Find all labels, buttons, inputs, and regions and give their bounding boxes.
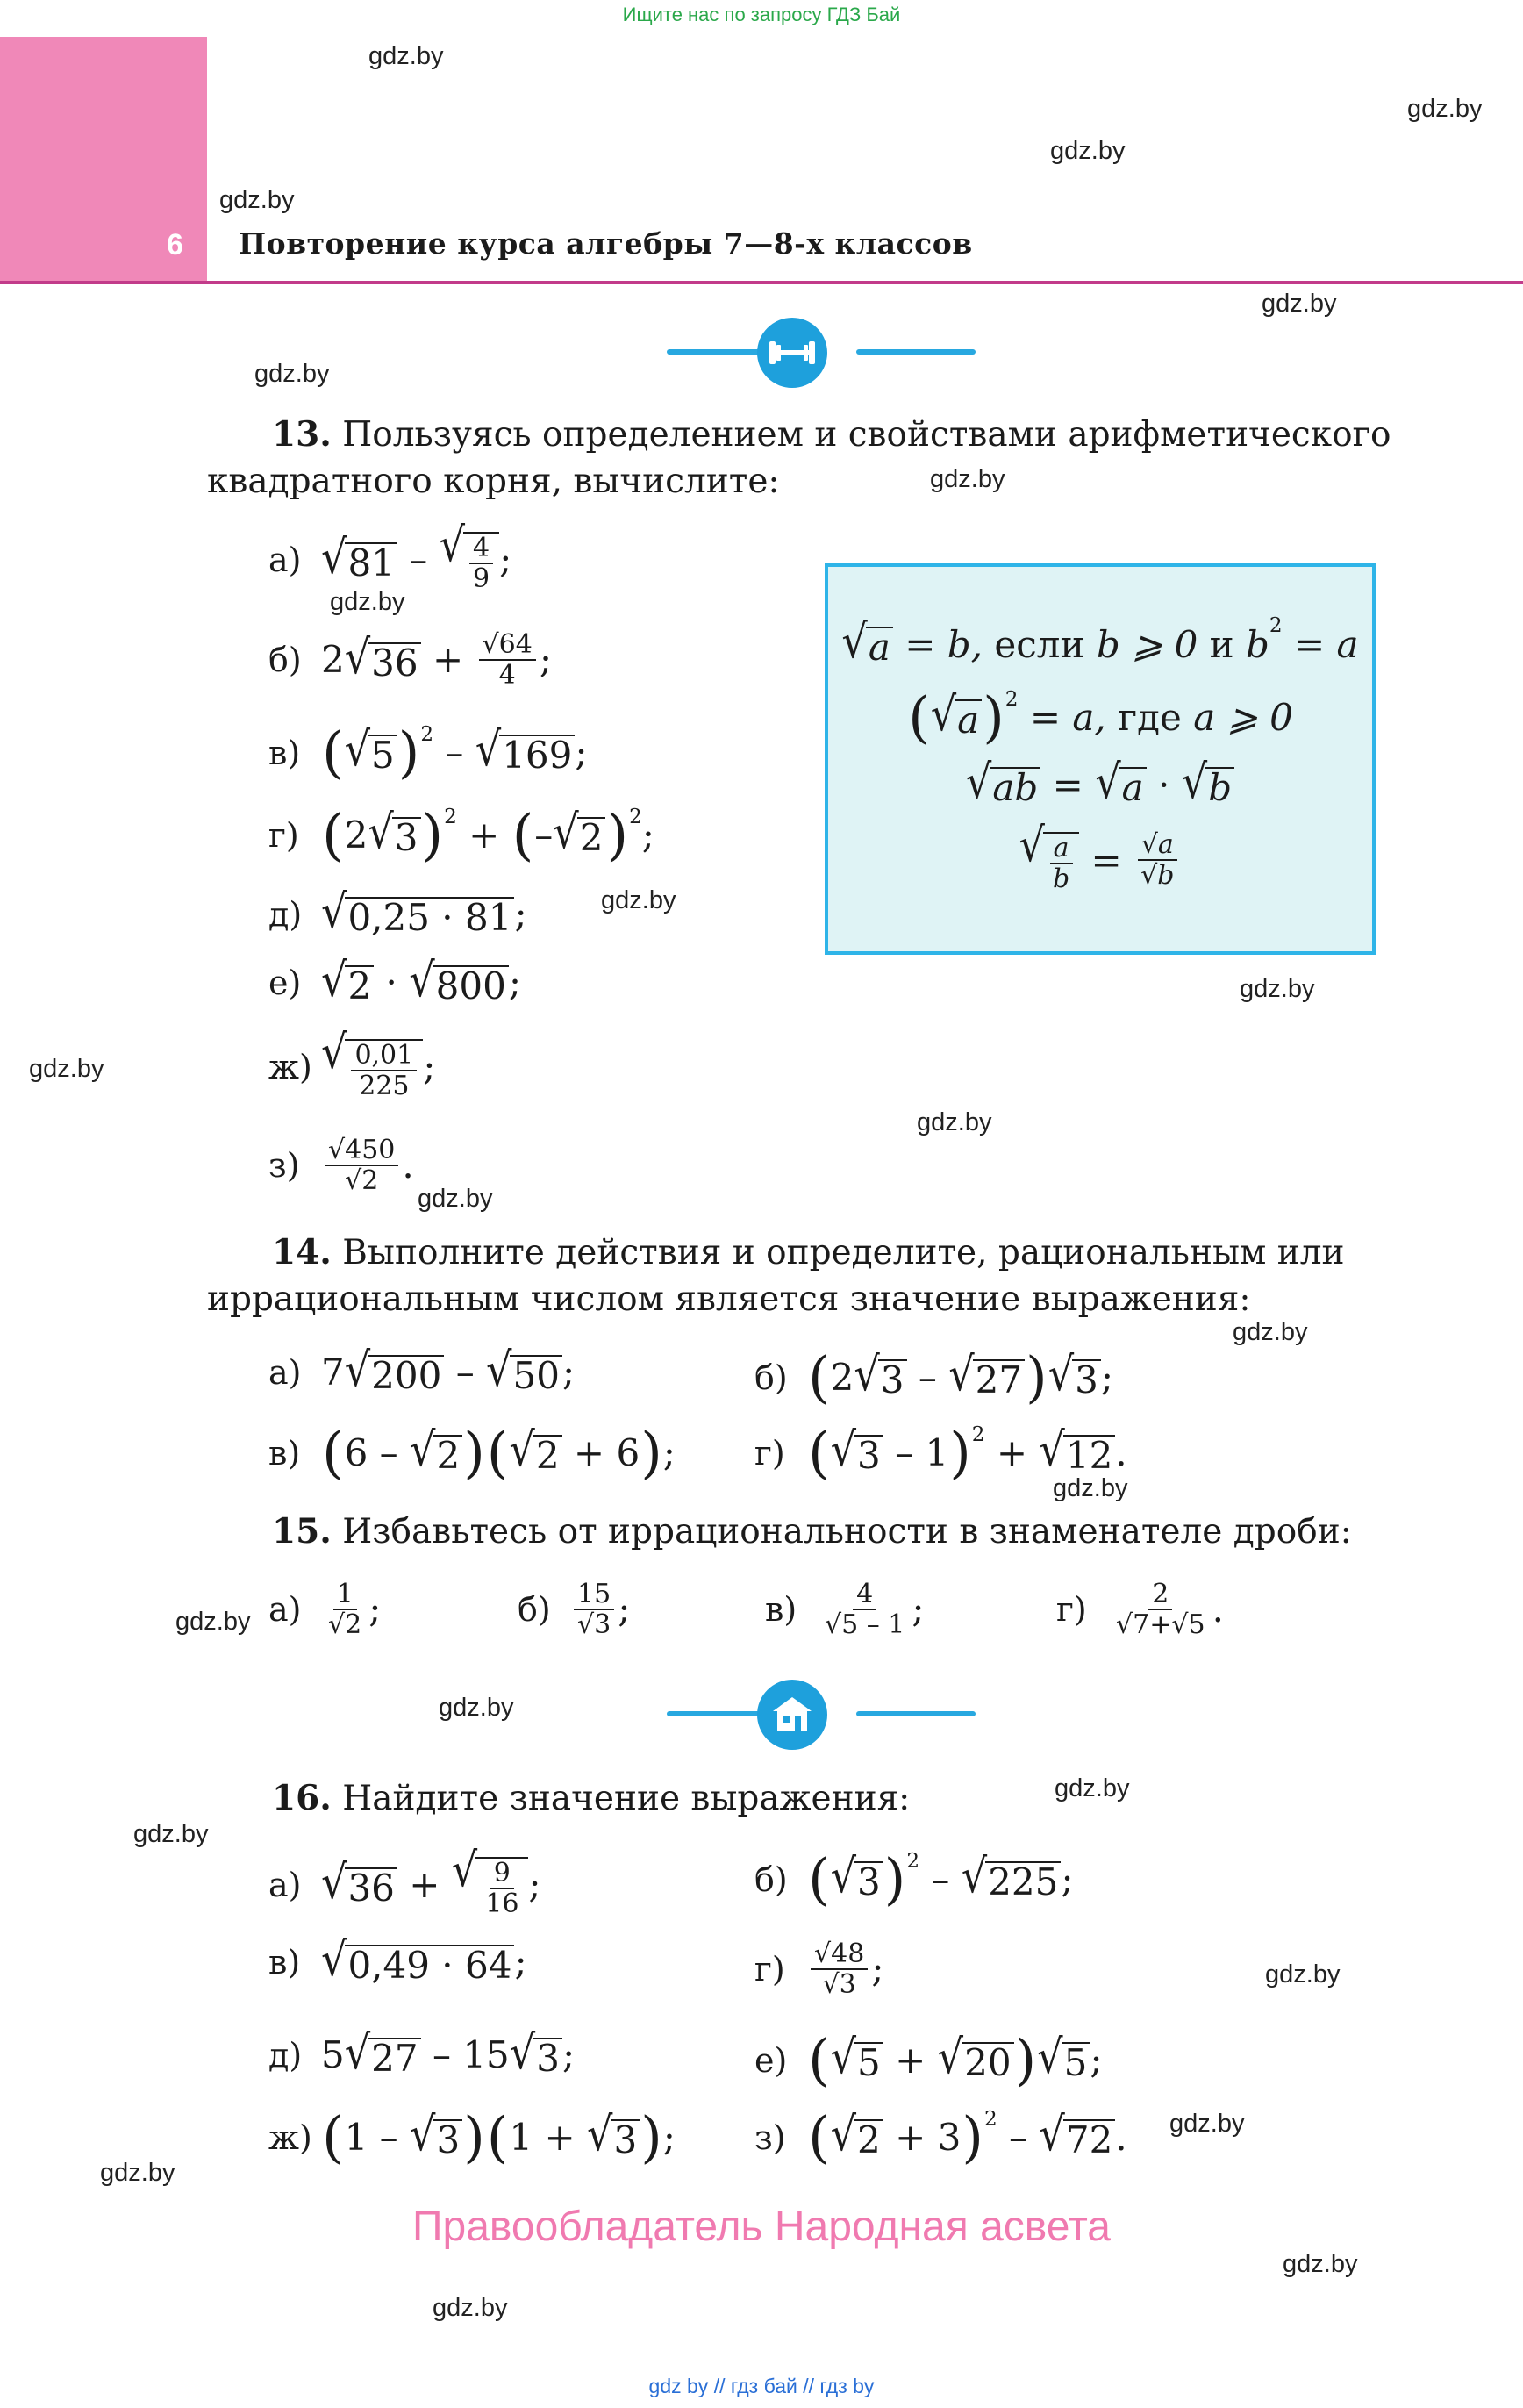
radicand: 2 bbox=[854, 2119, 883, 2160]
watermark: gdz.by bbox=[330, 588, 405, 616]
section-divider-right bbox=[856, 349, 976, 355]
watermark: gdz.by bbox=[1233, 1318, 1308, 1346]
radicand: 169 bbox=[499, 735, 575, 775]
item-label: е) bbox=[268, 964, 302, 1003]
punct: ; bbox=[561, 2033, 576, 2077]
rule-text: = bbox=[1090, 838, 1122, 882]
rule-text: · bbox=[1158, 763, 1170, 806]
rule-symbol: b bbox=[1205, 767, 1234, 807]
punct: . bbox=[1115, 1430, 1127, 1474]
running-header-title: Повторение курса алгебры 7—8-х классов bbox=[239, 226, 973, 261]
radicand: 36 bbox=[345, 1867, 397, 1908]
number: 1 bbox=[509, 2115, 533, 2159]
denominator: 3 bbox=[594, 1609, 611, 1640]
denominator: 5 bbox=[1188, 1609, 1205, 1640]
punct: ; bbox=[662, 1430, 676, 1474]
item-label: д) bbox=[268, 895, 303, 935]
radicand: 3 bbox=[433, 2119, 462, 2160]
item-label: а) bbox=[268, 1590, 302, 1629]
radicand: 2 bbox=[577, 817, 606, 857]
denominator: 7 bbox=[1133, 1609, 1150, 1640]
watermark: gdz.by bbox=[601, 886, 676, 914]
task-number: 13. bbox=[272, 414, 332, 455]
item-label: а) bbox=[268, 541, 302, 579]
item-label: в) bbox=[268, 1943, 301, 1982]
punct: ; bbox=[871, 1947, 884, 1990]
denominator: 5 bbox=[841, 1609, 859, 1640]
task-13-line2: квадратного корня, вычислите: bbox=[207, 462, 780, 501]
task-15-item-g: г) $\frac{2}{√7+√5}$ . bbox=[1056, 1579, 1224, 1640]
page-number: 6 bbox=[167, 228, 183, 262]
item-label: в) bbox=[268, 733, 301, 772]
rule-text: = bbox=[1052, 763, 1083, 806]
radicand: 3 bbox=[854, 1861, 883, 1902]
denominator: 3 bbox=[839, 1969, 856, 2000]
rule-text: a ⩾ 0 bbox=[1193, 696, 1293, 739]
exponent: 2 bbox=[1269, 614, 1283, 638]
task-14-line2: иррациональным числом является значение выражения: bbox=[207, 1279, 1251, 1319]
punct: ; bbox=[1090, 2038, 1103, 2082]
punct: ; bbox=[641, 813, 654, 856]
rule-symbol: b bbox=[1246, 622, 1269, 666]
task-number: 16. bbox=[272, 1778, 332, 1818]
radicand: 3 bbox=[533, 2038, 562, 2078]
task-16-item-b: б) ( √ 3 ) 2 – √ 225 ; bbox=[754, 1852, 1074, 1907]
numerator: 1 bbox=[333, 1580, 357, 1610]
radicand: 81 bbox=[345, 542, 397, 583]
watermark: gdz.by bbox=[1055, 1774, 1130, 1802]
task-14-item-g: г) ( √ 3 – 1 ) 2 + √ 12 . bbox=[754, 1425, 1127, 1480]
radicand: 27 bbox=[973, 1359, 1025, 1400]
task-13-item-d: д) √ 0,25 · 81 ; bbox=[268, 884, 527, 939]
watermark: gdz.by bbox=[930, 465, 1005, 493]
radicand: 27 bbox=[368, 2038, 420, 2078]
coefficient: 2 bbox=[830, 1355, 854, 1399]
item-label: з) bbox=[754, 2118, 786, 2157]
top-banner: Ищите нас по запросу ГДЗ Бай bbox=[622, 4, 901, 25]
task-text: Выполните действия и определите, рациональным или bbox=[342, 1233, 1345, 1272]
radicand: 3 bbox=[611, 2119, 640, 2160]
numerator: a bbox=[1050, 834, 1073, 864]
denominator: 2 bbox=[361, 1165, 379, 1196]
task-text: Найдите значение выражения: bbox=[342, 1779, 911, 1818]
item-label: г) bbox=[268, 815, 299, 855]
radicand: 50 bbox=[510, 1355, 561, 1395]
number: 1 bbox=[925, 1430, 949, 1474]
task-15 bbox=[272, 1508, 1352, 1556]
item-label: ж) bbox=[268, 1048, 312, 1086]
item-label: б) bbox=[518, 1590, 551, 1629]
radicand: 3 bbox=[1072, 1359, 1101, 1400]
item-label: б) bbox=[754, 1860, 788, 1899]
radicand: 5 bbox=[854, 2042, 883, 2082]
coefficient: 7 bbox=[321, 1351, 345, 1394]
punct: ; bbox=[539, 638, 552, 681]
punct: ; bbox=[662, 2115, 676, 2159]
punct: ; bbox=[1100, 1355, 1114, 1399]
watermark: gdz.by bbox=[219, 186, 295, 214]
rule-text: если bbox=[994, 622, 1085, 666]
punct: ; bbox=[1061, 1857, 1074, 1901]
radicand: 800 bbox=[433, 965, 509, 1006]
radicand: 225 bbox=[985, 1861, 1061, 1902]
rule-text: = b, bbox=[905, 622, 983, 666]
numerator: 0,01 bbox=[351, 1041, 417, 1071]
task-13-item-b: б) 2 √ 36 + $\frac{√64}{4}$ ; bbox=[268, 629, 552, 691]
item-label: ж) bbox=[268, 2118, 312, 2157]
exponent: 2 bbox=[420, 722, 434, 746]
item-label: в) bbox=[765, 1590, 797, 1629]
radicand: 3 bbox=[854, 1435, 883, 1475]
watermark: gdz.by bbox=[439, 1694, 514, 1722]
watermark: gdz.by bbox=[1283, 2250, 1358, 2278]
radicand: 0,49 · 64 bbox=[345, 1945, 514, 1985]
denominator: 225 bbox=[359, 1071, 410, 1101]
rule-symbol: ab bbox=[990, 767, 1040, 807]
rule-symbol: a bbox=[866, 627, 893, 667]
task-16-item-g: г) $\frac{√48}{√3}$ ; bbox=[754, 1939, 884, 2000]
task-16 bbox=[272, 1774, 910, 1823]
numerator: 48 bbox=[831, 1939, 865, 1969]
rule-text: и bbox=[1209, 622, 1234, 666]
numerator: a bbox=[1157, 829, 1174, 860]
task-14-item-a: а) 7 √ 200 – √ 50 ; bbox=[268, 1342, 576, 1397]
task-13-line1 bbox=[272, 411, 1391, 459]
header-divider bbox=[0, 281, 1523, 284]
section-divider-right bbox=[856, 1711, 976, 1716]
punct: ; bbox=[368, 1587, 382, 1630]
punct: ; bbox=[423, 1045, 436, 1088]
radicand: 5 bbox=[368, 735, 397, 775]
number: 1 bbox=[344, 2115, 368, 2159]
exponent: 2 bbox=[1005, 687, 1019, 711]
task-13-item-g: г) ( 2 √ 3 ) 2 + ( – √ 2 ) 2 ; bbox=[268, 807, 654, 863]
copyright-holder: Правообладатель Народная асвета bbox=[412, 2204, 1111, 2250]
watermark: gdz.by bbox=[1053, 1474, 1128, 1502]
item-label: в) bbox=[268, 1433, 301, 1473]
radicand: 72 bbox=[1063, 2119, 1115, 2160]
numerator: 2 bbox=[1148, 1580, 1172, 1610]
task-16-item-a: а) √ 36 + √ $\frac{9}{16}$ ; bbox=[268, 1842, 541, 1919]
task-16-item-zh: ж) ( 1 – √ 3 ) ( 1 + √ 3 ) ; bbox=[268, 2105, 676, 2169]
watermark: gdz.by bbox=[1407, 95, 1483, 123]
numerator: 450 bbox=[345, 1135, 396, 1165]
denominator: 1 bbox=[888, 1609, 905, 1640]
task-16-item-z: з) ( √ 2 + 3 ) 2 – √ 72 . bbox=[754, 2110, 1127, 2165]
item-label: г) bbox=[754, 1950, 785, 1989]
item-label: г) bbox=[1056, 1590, 1087, 1629]
exponent: 2 bbox=[906, 1849, 920, 1873]
task-13-item-zh: ж) √ $\frac{0,01}{225}$ ; bbox=[268, 1024, 436, 1101]
watermark: gdz.by bbox=[418, 1185, 493, 1213]
rule-box bbox=[825, 563, 1376, 955]
watermark: gdz.by bbox=[100, 2159, 175, 2187]
task-13-item-e: е) √ 2 · √ 800 ; bbox=[268, 952, 521, 1007]
task-16-item-d: д) 5 √ 27 – 15 √ 3 ; bbox=[268, 2025, 576, 2080]
number: 6 bbox=[616, 1430, 640, 1474]
radicand: 3 bbox=[392, 817, 421, 857]
task-13-item-v: в) ( √ 5 ) 2 – √ 169 ; bbox=[268, 725, 588, 780]
numerator: 9 bbox=[490, 1859, 514, 1889]
exponent: 2 bbox=[971, 1423, 985, 1446]
numerator: 64 bbox=[498, 629, 533, 660]
watermark: gdz.by bbox=[29, 1055, 104, 1083]
coefficient: 2 bbox=[321, 638, 345, 681]
punct: ; bbox=[508, 961, 521, 1005]
denominator: 16 bbox=[485, 1888, 519, 1919]
numerator: 4 bbox=[853, 1580, 876, 1610]
exponent: 2 bbox=[984, 2107, 997, 2131]
item-label: г) bbox=[754, 1433, 785, 1473]
watermark: gdz.by bbox=[368, 42, 444, 70]
radicand: 12 bbox=[1063, 1435, 1115, 1475]
task-14-line1 bbox=[272, 1229, 1344, 1277]
radicand: 3 bbox=[878, 1359, 907, 1400]
radicand: 2 bbox=[345, 965, 374, 1006]
item-label: д) bbox=[268, 2036, 303, 2075]
punct: ; bbox=[912, 1587, 925, 1630]
item-label: е) bbox=[754, 2040, 788, 2080]
watermark: gdz.by bbox=[1050, 137, 1126, 165]
denominator: b bbox=[1052, 864, 1070, 894]
radicand: 0,25 · 81 bbox=[345, 897, 514, 937]
rule-text: b ⩾ 0 bbox=[1096, 622, 1198, 666]
punct: ; bbox=[528, 1863, 541, 1906]
item-label: а) bbox=[268, 1866, 302, 1904]
watermark: gdz.by bbox=[917, 1108, 992, 1136]
denominator: 4 bbox=[498, 660, 516, 691]
task-15-item-v: в) $\frac{4}{√5 - 1}$ ; bbox=[765, 1579, 925, 1640]
denominator: 2 bbox=[345, 1609, 362, 1640]
item-label: б) bbox=[754, 1358, 788, 1397]
number: 6 bbox=[344, 1430, 368, 1474]
coefficient: 5 bbox=[321, 2033, 345, 2077]
punct: ; bbox=[575, 730, 588, 774]
radicand: 200 bbox=[368, 1355, 444, 1395]
rule-text: где bbox=[1118, 696, 1182, 739]
coefficient: 2 bbox=[344, 813, 368, 856]
task-15-item-a: а) $\frac{1}{√2}$ ; bbox=[268, 1579, 382, 1640]
rule-symbol: a bbox=[955, 699, 982, 740]
watermark: gdz.by bbox=[1265, 1960, 1341, 1989]
task-13-item-z: з) $\frac{√450}{√2}$ . bbox=[268, 1135, 414, 1196]
task-14-item-b: б) ( 2 √ 3 – √ 27 ) √ 3 ; bbox=[754, 1345, 1114, 1409]
exponent: 2 bbox=[629, 805, 642, 828]
task-14-item-v: в) ( 6 – √ 2 ) ( √ 2 + 6 ) ; bbox=[268, 1421, 676, 1485]
punct: . bbox=[1212, 1587, 1224, 1630]
radicand: 2 bbox=[533, 1435, 562, 1475]
radicand: 20 bbox=[962, 2042, 1013, 2082]
task-16-item-e: е) ( √ 5 + √ 20 ) √ 5 ; bbox=[754, 2028, 1103, 2092]
rule-quotient: √ $\frac{a}{b}$ = $\frac{√a}{√b}$ bbox=[828, 827, 1372, 893]
rule-square-of-root: ( √ a ) 2 = a, где a ⩾ 0 bbox=[908, 685, 1293, 749]
watermark: gdz.by bbox=[175, 1608, 251, 1636]
punct: . bbox=[1115, 2115, 1127, 2159]
number: 3 bbox=[937, 2115, 962, 2159]
punct: ; bbox=[514, 892, 527, 936]
footer-links[interactable]: gdz by // гдз бай // гдз by bbox=[648, 2375, 875, 2397]
rule-text: = a bbox=[1293, 622, 1359, 666]
denominator: b bbox=[1157, 860, 1175, 891]
task-16-item-v: в) √ 0,49 · 64 ; bbox=[268, 1931, 527, 1987]
radicand: 5 bbox=[1062, 2042, 1090, 2082]
watermark: gdz.by bbox=[1169, 2110, 1245, 2138]
punct: ; bbox=[514, 1940, 527, 1984]
task-text: Избавьтесь от иррациональности в знаменателе дроби: bbox=[342, 1512, 1352, 1552]
task-text: Пользуясь определением и свойствами арифметического bbox=[342, 415, 1391, 455]
item-label: б) bbox=[268, 641, 302, 679]
task-15-item-b: б) $\frac{15}{√3}$ ; bbox=[518, 1579, 631, 1640]
task-13-item-a: а) √ 81 – √ $\frac{4}{9}$ ; bbox=[268, 517, 512, 594]
rule-symbol: a bbox=[1119, 767, 1147, 807]
house-icon bbox=[757, 1680, 827, 1750]
watermark: gdz.by bbox=[1262, 290, 1337, 318]
punct: . bbox=[402, 1143, 414, 1186]
radicand: 2 bbox=[433, 1435, 462, 1475]
watermark: gdz.by bbox=[254, 360, 330, 388]
numerator: 4 bbox=[469, 534, 493, 564]
item-label: з) bbox=[268, 1146, 300, 1185]
rule-definition: √ a = b, если b ⩾ 0 и b 2 = a bbox=[841, 613, 1359, 669]
watermark: gdz.by bbox=[133, 1820, 209, 1848]
radicand: 36 bbox=[368, 642, 420, 683]
punct: ; bbox=[618, 1587, 631, 1630]
task-number: 15. bbox=[272, 1511, 332, 1552]
dumbbell-icon bbox=[757, 318, 827, 388]
denominator: 9 bbox=[473, 563, 490, 594]
exponent: 2 bbox=[444, 805, 457, 828]
task-number: 14. bbox=[272, 1232, 332, 1272]
item-label: а) bbox=[268, 1353, 302, 1393]
rule-text: = a, bbox=[1029, 696, 1106, 739]
numerator: 15 bbox=[574, 1580, 614, 1610]
watermark: gdz.by bbox=[433, 2294, 508, 2322]
punct: ; bbox=[499, 538, 512, 581]
punct: ; bbox=[561, 1351, 576, 1394]
watermark: gdz.by bbox=[1240, 975, 1315, 1003]
rule-product: √ ab = √ a · √ b bbox=[828, 762, 1372, 807]
coefficient: 15 bbox=[462, 2033, 510, 2077]
